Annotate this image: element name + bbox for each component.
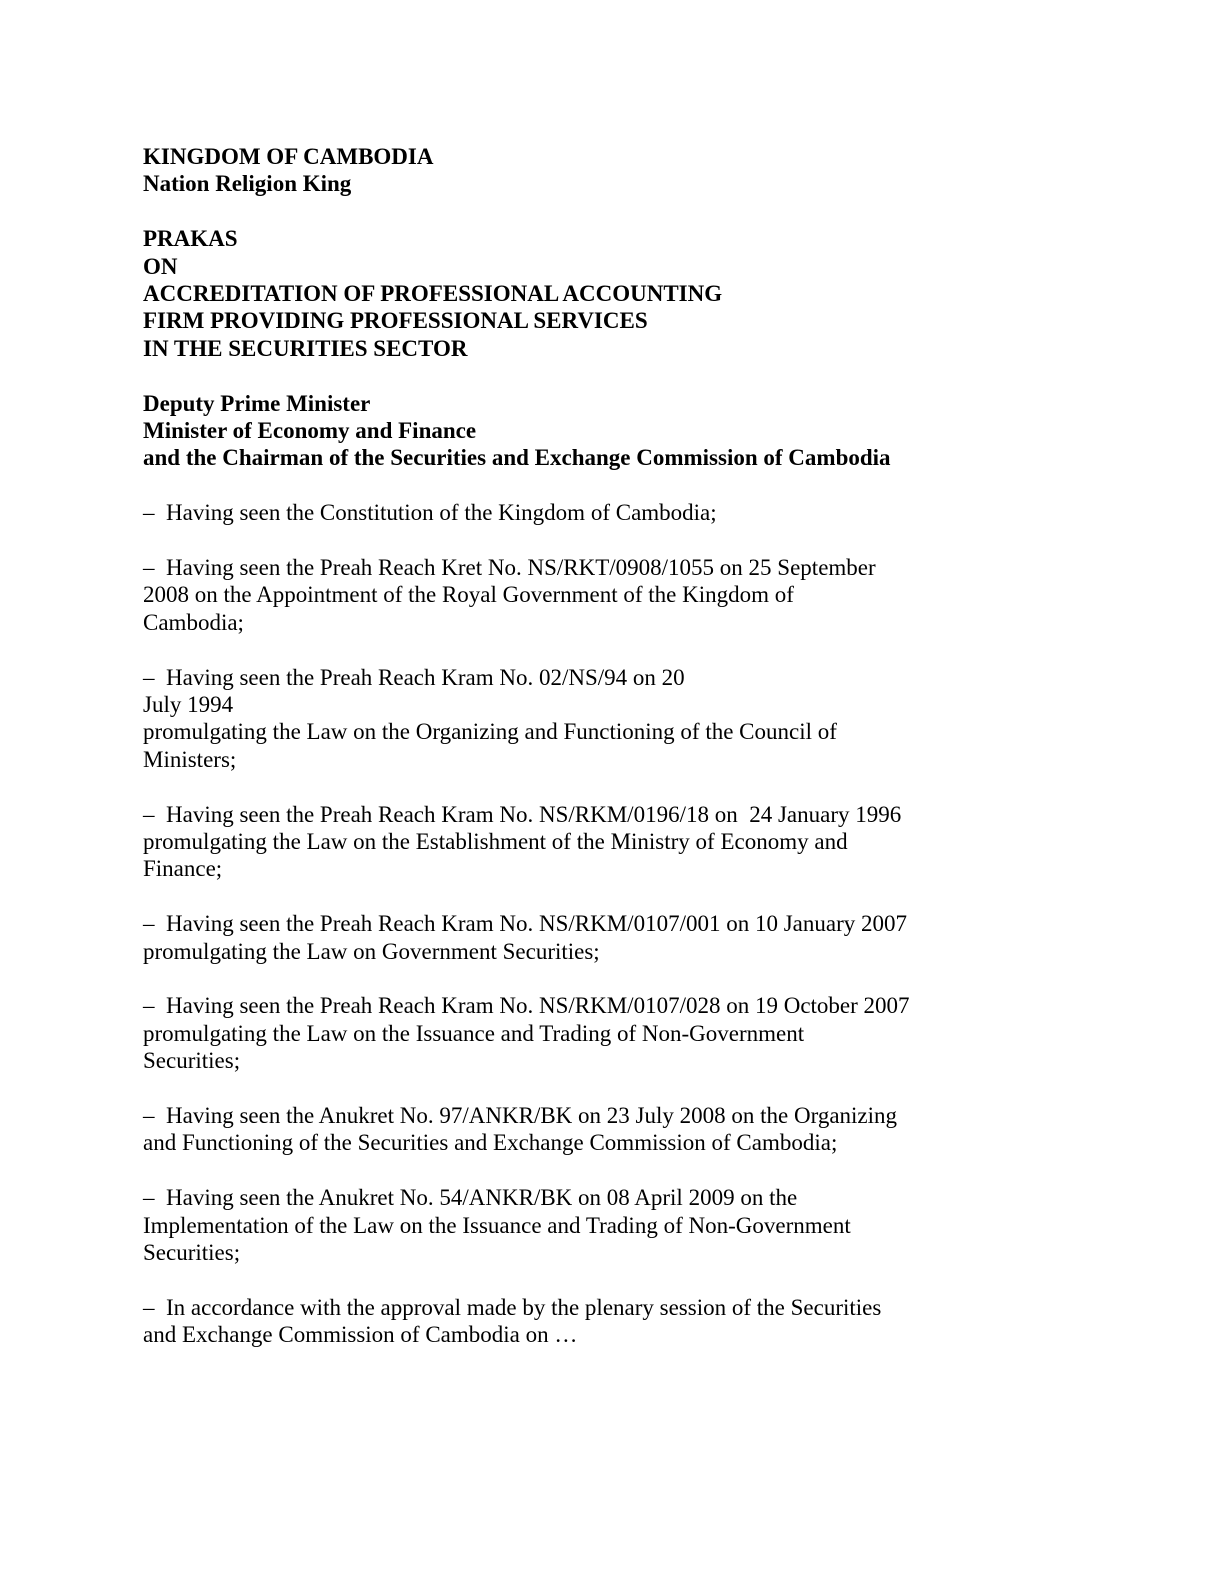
- spacer: [143, 1267, 963, 1294]
- document-header: [143, 143, 963, 198]
- document-page: [143, 143, 963, 1349]
- spacer: [143, 1075, 963, 1102]
- recital-line: promulgating the Law on Government Securities;: [143, 938, 600, 964]
- spacer: [143, 636, 963, 663]
- recital-line: Finance;: [143, 856, 223, 882]
- spacer: [143, 883, 963, 910]
- recital-line: – Having seen the Preah Reach Kret No. NS/RKT/0908/1055 on 25 September: [143, 555, 876, 581]
- recital-line: July 1994: [143, 692, 234, 718]
- recitals: [143, 499, 963, 1348]
- recital-line: promulgating the Law on the Organizing and Functioning of the Council of: [143, 719, 837, 745]
- recital-line: – Having seen the Preah Reach Kram No. NS/RKM/0107/001 on 10 January 2007: [143, 911, 907, 937]
- title-line: FIRM PROVIDING PROFESSIONAL SERVICES: [143, 308, 648, 334]
- spacer: [143, 362, 963, 389]
- recital-secc-organizing-anukret: [143, 1102, 963, 1157]
- recital-line: – Having seen the Constitution of the Kingdom of Cambodia;: [143, 500, 717, 526]
- recital-royal-decree-appointment: [143, 554, 963, 636]
- title-line: ACCREDITATION OF PROFESSIONAL ACCOUNTING: [143, 281, 723, 307]
- recital-line: – Having seen the Anukret No. 54/ANKR/BK on 08 April 2009 on the: [143, 1185, 798, 1211]
- recital-council-of-ministers-law: [143, 664, 963, 774]
- spacer: [143, 773, 963, 800]
- recital-line: promulgating the Law on the Establishment of the Ministry of Economy and: [143, 829, 848, 855]
- authority-line: Deputy Prime Minister: [143, 390, 371, 416]
- recital-line: Securities;: [143, 1240, 241, 1266]
- recital-line: Cambodia;: [143, 609, 244, 635]
- spacer: [143, 472, 963, 499]
- country-heading: KINGDOM OF CAMBODIA: [143, 144, 434, 169]
- authority-line: Minister of Economy and Finance: [143, 418, 477, 444]
- recital-ministry-establishment-law: [143, 801, 963, 883]
- title-line: ON: [143, 253, 178, 279]
- recital-line: – Having seen the Preah Reach Kram No. NS/RKM/0107/028 on 19 October 2007: [143, 993, 910, 1019]
- spacer: [143, 527, 963, 554]
- recital-line: 2008 on the Appointment of the Royal Government of the Kingdom of: [143, 582, 794, 608]
- spacer: [143, 965, 963, 992]
- recital-implementation-anukret: [143, 1184, 963, 1266]
- title-line: IN THE SECURITIES SECTOR: [143, 335, 468, 361]
- authority-line: and the Chairman of the Securities and Exchange Commission of Cambodia: [143, 445, 891, 471]
- recital-line: Implementation of the Law on the Issuance and Trading of Non-Government: [143, 1212, 851, 1238]
- recital-non-government-securities-law: [143, 992, 963, 1074]
- recital-government-securities-law: [143, 910, 963, 965]
- recital-line: – In accordance with the approval made by the plenary session of the Securities: [143, 1294, 882, 1320]
- recital-line: – Having seen the Anukret No. 97/ANKR/BK on 23 July 2008 on the Organizing: [143, 1103, 898, 1129]
- recital-line: Securities;: [143, 1048, 241, 1074]
- recital-line: – Having seen the Preah Reach Kram No. NS/RKM/0196/18 on 24 January 1996: [143, 801, 902, 827]
- recital-plenary-approval: [143, 1294, 963, 1349]
- issuing-authority: [143, 390, 963, 472]
- spacer: [143, 1157, 963, 1184]
- recital-constitution: [143, 499, 963, 526]
- spacer: [143, 198, 963, 225]
- recital-line: Ministers;: [143, 746, 237, 772]
- document-title: [143, 225, 963, 362]
- recital-line: and Exchange Commission of Cambodia on …: [143, 1322, 578, 1348]
- title-line: PRAKAS: [143, 226, 238, 252]
- recital-line: and Functioning of the Securities and Exchange Commission of Cambodia;: [143, 1130, 838, 1156]
- recital-line: – Having seen the Preah Reach Kram No. 02/NS/94 on 20: [143, 664, 685, 690]
- national-motto: Nation Religion King: [143, 171, 352, 197]
- recital-line: promulgating the Law on the Issuance and Trading of Non-Government: [143, 1020, 805, 1046]
